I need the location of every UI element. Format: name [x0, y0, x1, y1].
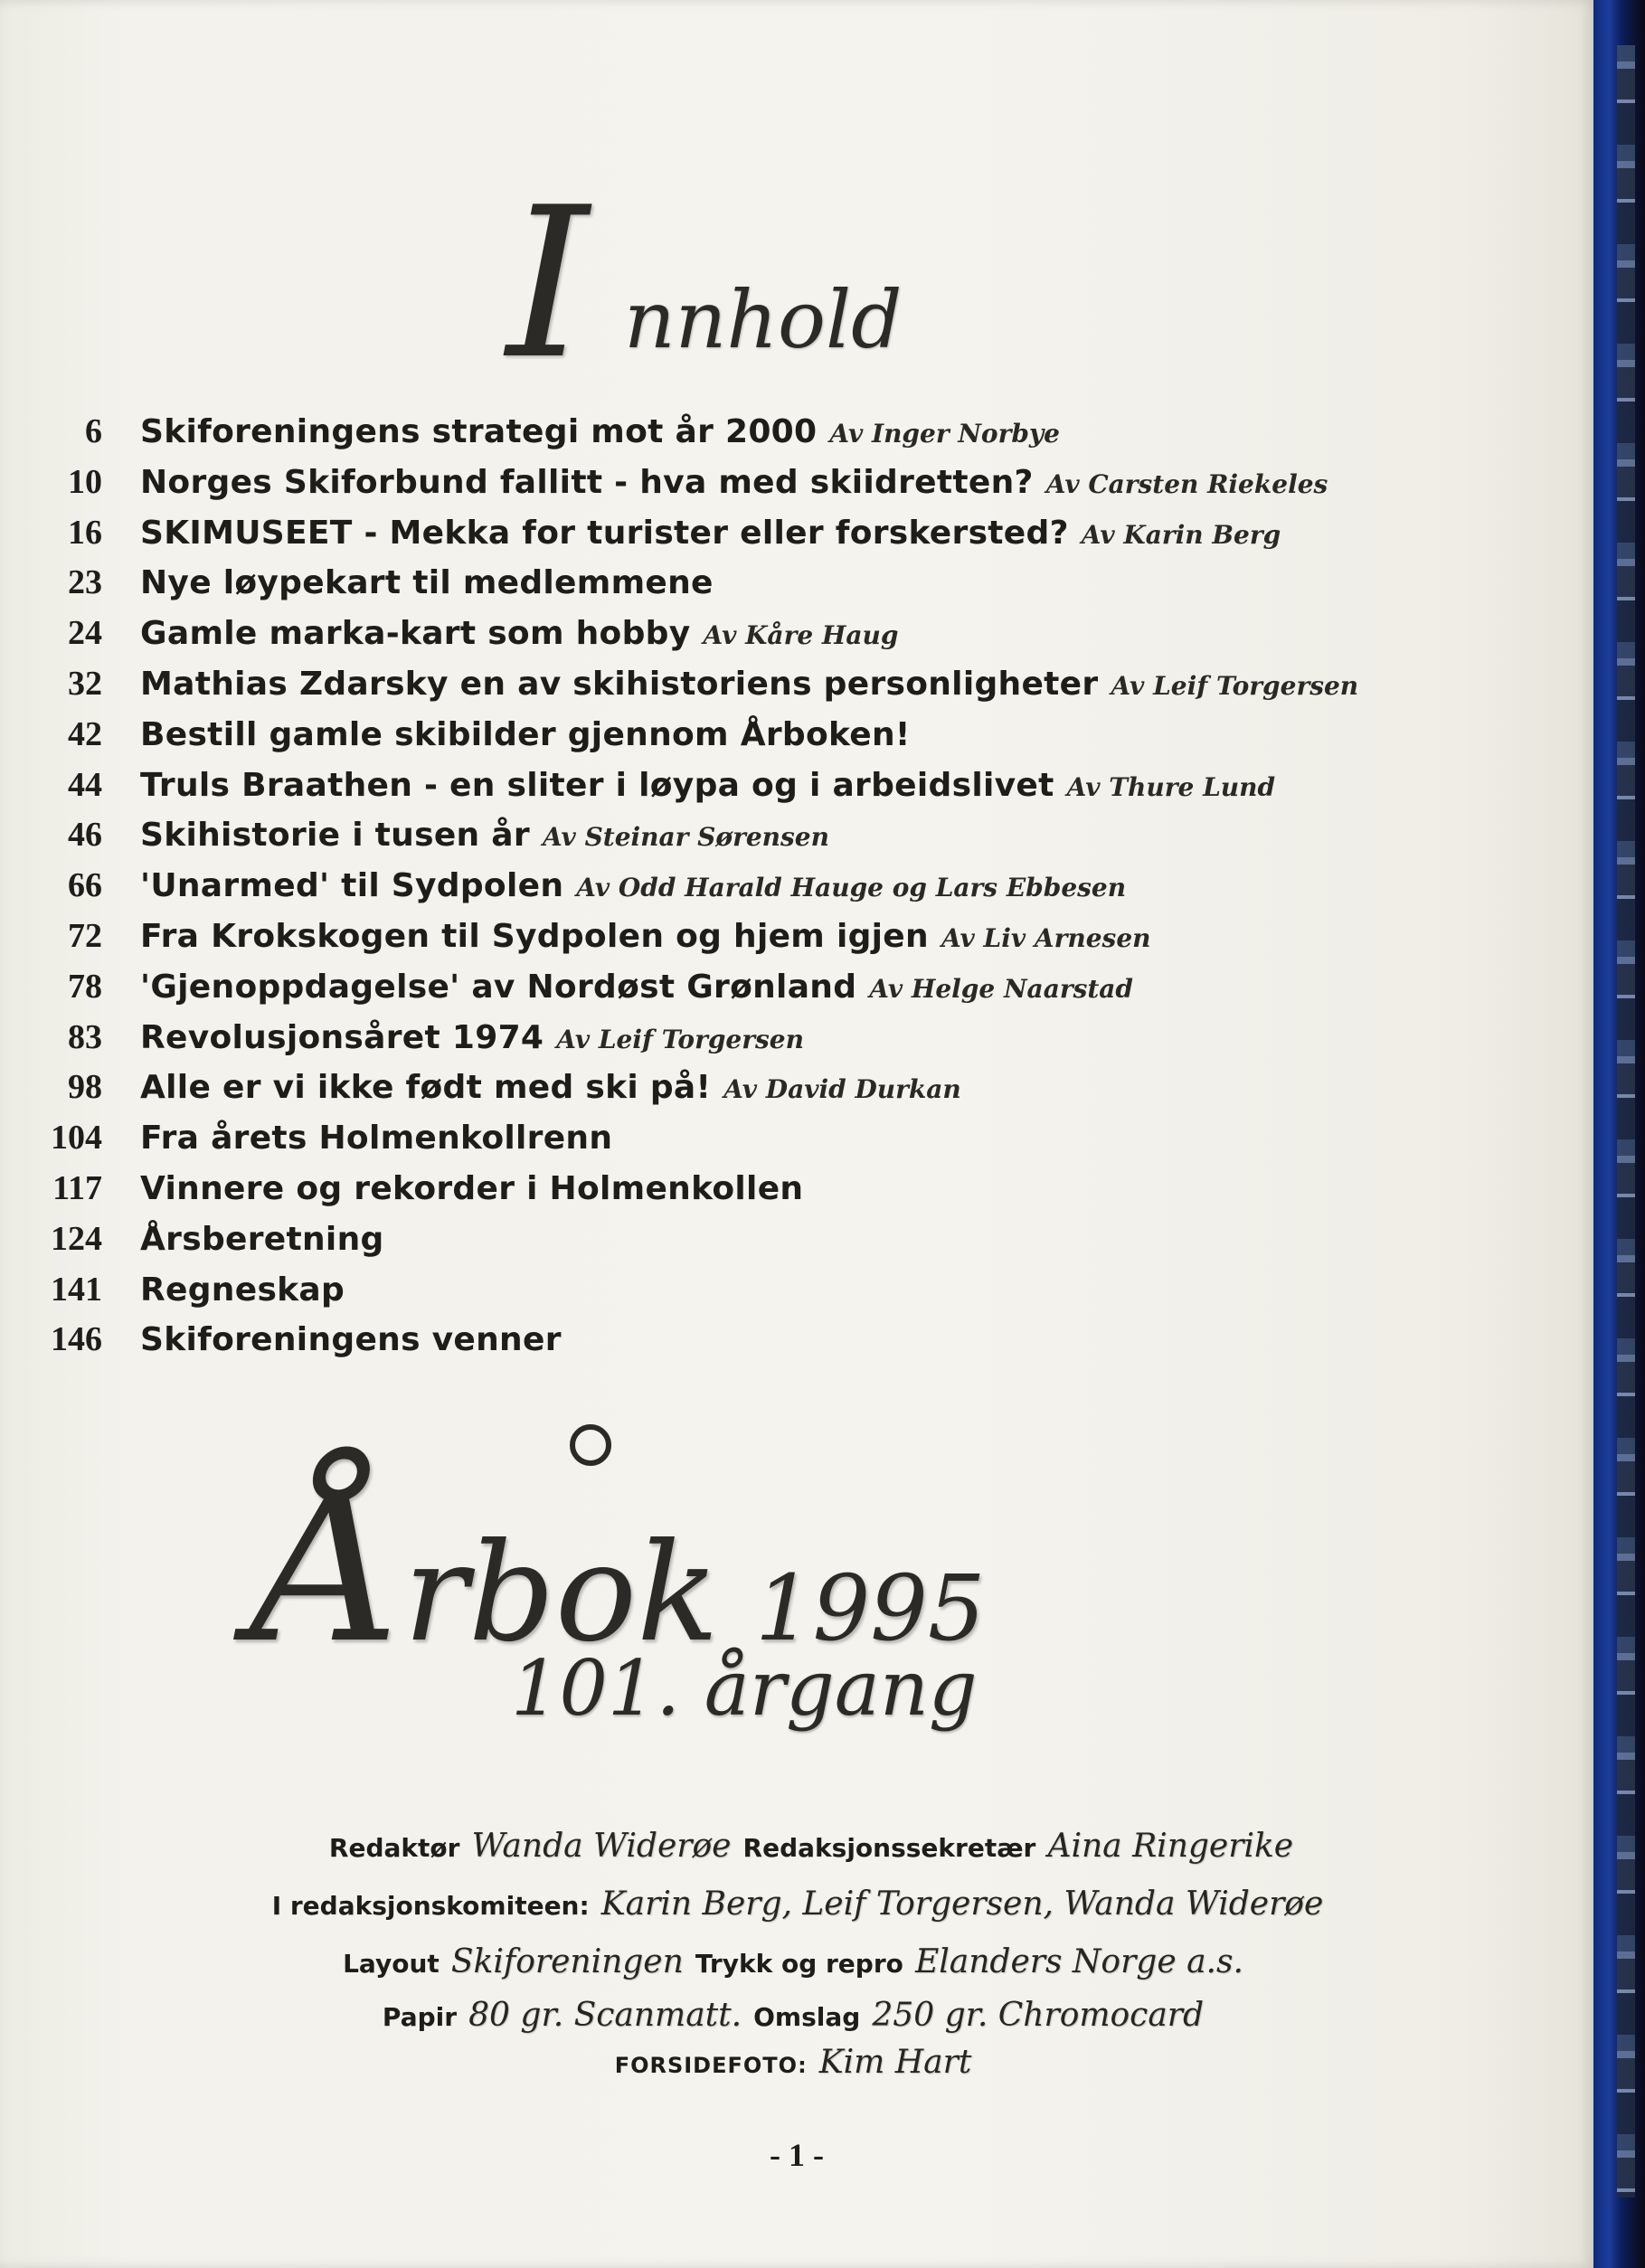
- toc-entry-title: Gamle marka-kart som hobby: [140, 615, 691, 653]
- toc-entry: [0, 916, 1537, 967]
- toc-entry-title: SKIMUSEET - Mekka for turister eller forskersted?: [140, 514, 1069, 552]
- paper-label: Papir: [382, 2002, 458, 2032]
- toc-entry-page: 98: [68, 1068, 102, 1107]
- ring-above-a-mark: [570, 1424, 611, 1466]
- toc-entry-title: Skiforeningens strategi mot år 2000: [140, 413, 818, 450]
- toc-entry-author: Av David Durkan: [723, 1074, 961, 1105]
- colophon-editors-line: [0, 1818, 1593, 1876]
- colophon-paper-line: [0, 1991, 1593, 2040]
- toc-entry-title: Bestill gamle skibilder gjennom Årboken!: [140, 715, 911, 753]
- yearbook-volume: 101. årgang: [511, 1644, 978, 1733]
- book-cover-edge: [1593, 0, 1645, 2268]
- secretary-label: Redaksjonssekretær: [742, 1833, 1036, 1863]
- toc-entry: [0, 664, 1537, 714]
- toc-entry-author: Av Leif Torgersen: [1111, 670, 1359, 701]
- toc-entry-title: 'Unarmed' til Sydpolen: [140, 867, 564, 905]
- toc-entry: [0, 1319, 1537, 1370]
- page-number: - 1 -: [770, 2137, 824, 2173]
- toc-entry-title: 'Gjenoppdagelse' av Nordøst Grønland: [140, 968, 857, 1006]
- toc-entry: [0, 1219, 1537, 1270]
- yearbook-year: 1995: [755, 1555, 986, 1661]
- toc-entry-title: Vinnere og rekorder i Holmenkollen: [140, 1169, 804, 1207]
- toc-entry-author: Av Inger Norbye: [829, 419, 1060, 449]
- toc-entry-page: 104: [51, 1119, 102, 1158]
- toc-entry: [0, 967, 1537, 1017]
- toc-entry-page: 66: [68, 866, 102, 905]
- cover-value: 250 gr. Chromocard: [872, 1997, 1205, 2034]
- toc-entry-page: 44: [68, 765, 102, 804]
- committee-label: I redaksjonskomiteen:: [271, 1891, 590, 1921]
- committee-names: Karin Berg, Leif Torgersen, Wanda Widerøe: [600, 1885, 1324, 1923]
- table-of-contents: [0, 411, 1537, 1370]
- toc-entry-page: 124: [51, 1219, 102, 1258]
- toc-entry-title: Mathias Zdarsky en av skihistoriens personligheter: [140, 665, 1099, 703]
- toc-entry-author: Av Karin Berg: [1081, 519, 1281, 550]
- colophon-photo-line: [0, 2040, 1593, 2085]
- toc-entry-author: Av Carsten Riekeles: [1045, 468, 1328, 499]
- toc-entry: [0, 1270, 1537, 1320]
- toc-entry-title: Revolusjonsåret 1974: [140, 1018, 544, 1056]
- toc-entry: [0, 1017, 1537, 1068]
- toc-entry-page: 141: [51, 1270, 102, 1309]
- toc-entry-author: Av Kåre Haug: [703, 620, 899, 651]
- toc-entry-title: Alle er vi ikke født med ski på!: [140, 1069, 712, 1107]
- toc-entry-page: 23: [68, 563, 102, 602]
- print-value: Elanders Norge a.s.: [914, 1943, 1243, 1980]
- toc-entry-page: 16: [68, 513, 102, 552]
- cover-edge-strip: [1617, 45, 1635, 2197]
- toc-entry-page: 78: [68, 967, 102, 1006]
- contents-heading-initial: I: [506, 164, 589, 405]
- toc-entry: [0, 562, 1537, 613]
- print-label: Trykk og repro: [695, 1949, 903, 1979]
- toc-entry-title: Årsberetning: [140, 1220, 384, 1258]
- toc-entry-title: Nye løypekart til medlemmene: [140, 564, 714, 602]
- photo-label: FORSIDEFOTO:: [614, 2053, 808, 2078]
- toc-entry: [0, 865, 1537, 916]
- colophon-production-line: [0, 1933, 1593, 1991]
- yearbook-title-rest: rbok: [403, 1515, 720, 1672]
- toc-entry-author: Av Helge Naarstad: [869, 973, 1133, 1004]
- editor-label: Redaktør: [328, 1833, 460, 1863]
- toc-entry-author: Av Odd Harald Hauge og Lars Ebbesen: [576, 873, 1127, 903]
- toc-entry-author: Av Thure Lund: [1066, 771, 1276, 802]
- toc-entry-page: 42: [68, 714, 102, 753]
- toc-entry: [0, 411, 1537, 462]
- toc-entry: [0, 1067, 1537, 1118]
- toc-entry-page: 117: [52, 1168, 102, 1207]
- toc-entry-page: 46: [68, 816, 102, 855]
- toc-entry: [0, 462, 1537, 513]
- editor-name: Wanda Widerøe: [471, 1828, 732, 1865]
- colophon-committee-line: [0, 1876, 1593, 1933]
- toc-entry-title: Fra Krokskogen til Sydpolen og hjem igjen: [140, 917, 929, 955]
- toc-entry-title: Norges Skiforbund fallitt - hva med skiidretten?: [140, 463, 1034, 501]
- toc-entry: [0, 613, 1537, 664]
- photo-credit: Kim Hart: [818, 2044, 972, 2081]
- toc-entry-title: Fra årets Holmenkollrenn: [140, 1120, 613, 1158]
- paper-value: 80 gr. Scanmatt.: [468, 1997, 742, 2034]
- yearbook-title-initial: Å: [253, 1448, 404, 1689]
- toc-entry-page: 72: [68, 916, 102, 955]
- toc-entry-page: 83: [68, 1017, 102, 1056]
- colophon: [0, 1818, 1593, 2085]
- toc-entry-author: Av Liv Arnesen: [941, 922, 1151, 953]
- toc-entry-page: 6: [85, 412, 102, 450]
- toc-entry-title: Regneskap: [140, 1271, 345, 1309]
- toc-entry: [0, 513, 1537, 563]
- toc-entry-author: Av Steinar Sørensen: [542, 822, 829, 853]
- toc-entry-page: 32: [68, 664, 102, 703]
- toc-entry-author: Av Leif Torgersen: [556, 1024, 804, 1054]
- toc-entry: [0, 765, 1537, 816]
- layout-label: Layout: [343, 1949, 440, 1979]
- toc-entry-page: 10: [68, 462, 102, 501]
- contents-heading-rest: nnhold: [624, 273, 903, 366]
- cover-label: Omslag: [753, 2002, 861, 2032]
- layout-value: Skiforeningen: [450, 1943, 684, 1980]
- toc-entry-title: Skiforeningens venner: [140, 1321, 562, 1359]
- toc-entry: [0, 1168, 1537, 1219]
- contents-heading: [488, 164, 959, 405]
- toc-entry-page: 146: [51, 1320, 102, 1359]
- toc-entry: [0, 815, 1537, 865]
- toc-entry-page: 24: [68, 614, 102, 653]
- toc-entry-title: Skihistorie i tusen år: [140, 817, 530, 855]
- toc-entry-title: Truls Braathen - en sliter i løypa og i arbeidslivet: [140, 766, 1054, 804]
- toc-entry: [0, 714, 1537, 765]
- secretary-name: Aina Ringerike: [1047, 1828, 1294, 1865]
- toc-entry: [0, 1118, 1537, 1168]
